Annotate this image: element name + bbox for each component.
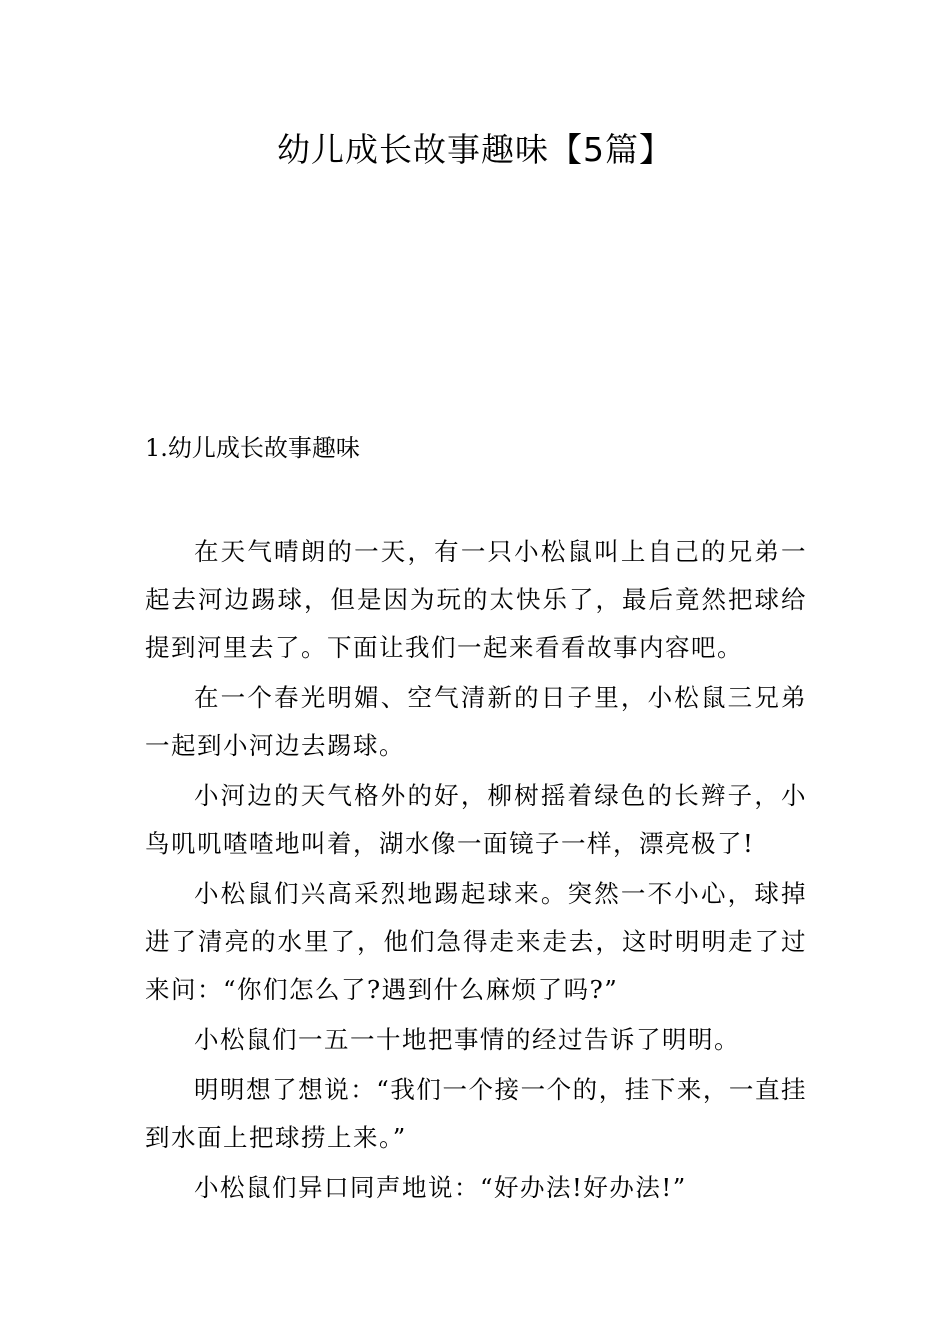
story-body xyxy=(145,528,807,1214)
story-paragraph: 小松鼠们异口同声地说：“好办法!好办法!” xyxy=(194,1173,687,1202)
section-heading: 1.幼儿成长故事趣味 xyxy=(145,434,360,462)
story-paragraph: 小松鼠们兴高采烈地踢起球来。突然一不小心，球掉进了清亮的水里了，他们急得走来走去，这时明明走了过来问：“你们怎么了?遇到什么麻烦了吗?” xyxy=(145,879,807,1004)
story-paragraph: 小河边的天气格外的好，柳树摇着绿色的长辫子，小鸟叽叽喳喳地叫着，湖水像一面镜子一样，漂亮极了! xyxy=(145,781,807,858)
document-title: 幼儿成长故事趣味【5篇】 xyxy=(277,130,673,169)
story-paragraph: 明明想了想说：“我们一个接一个的，挂下来，一直挂到水面上把球捞上来。” xyxy=(145,1075,807,1152)
story-paragraph: 在一个春光明媚、空气清新的日子里，小松鼠三兄弟一起到小河边去踢球。 xyxy=(145,683,807,760)
story-paragraph: 在天气晴朗的一天，有一只小松鼠叫上自己的兄弟一起去河边踢球，但是因为玩的太快乐了，最后竟然把球给提到河里去了。下面让我们一起来看看故事内容吧。 xyxy=(145,537,807,662)
story-paragraph: 小松鼠们一五一十地把事情的经过告诉了明明。 xyxy=(194,1025,740,1054)
